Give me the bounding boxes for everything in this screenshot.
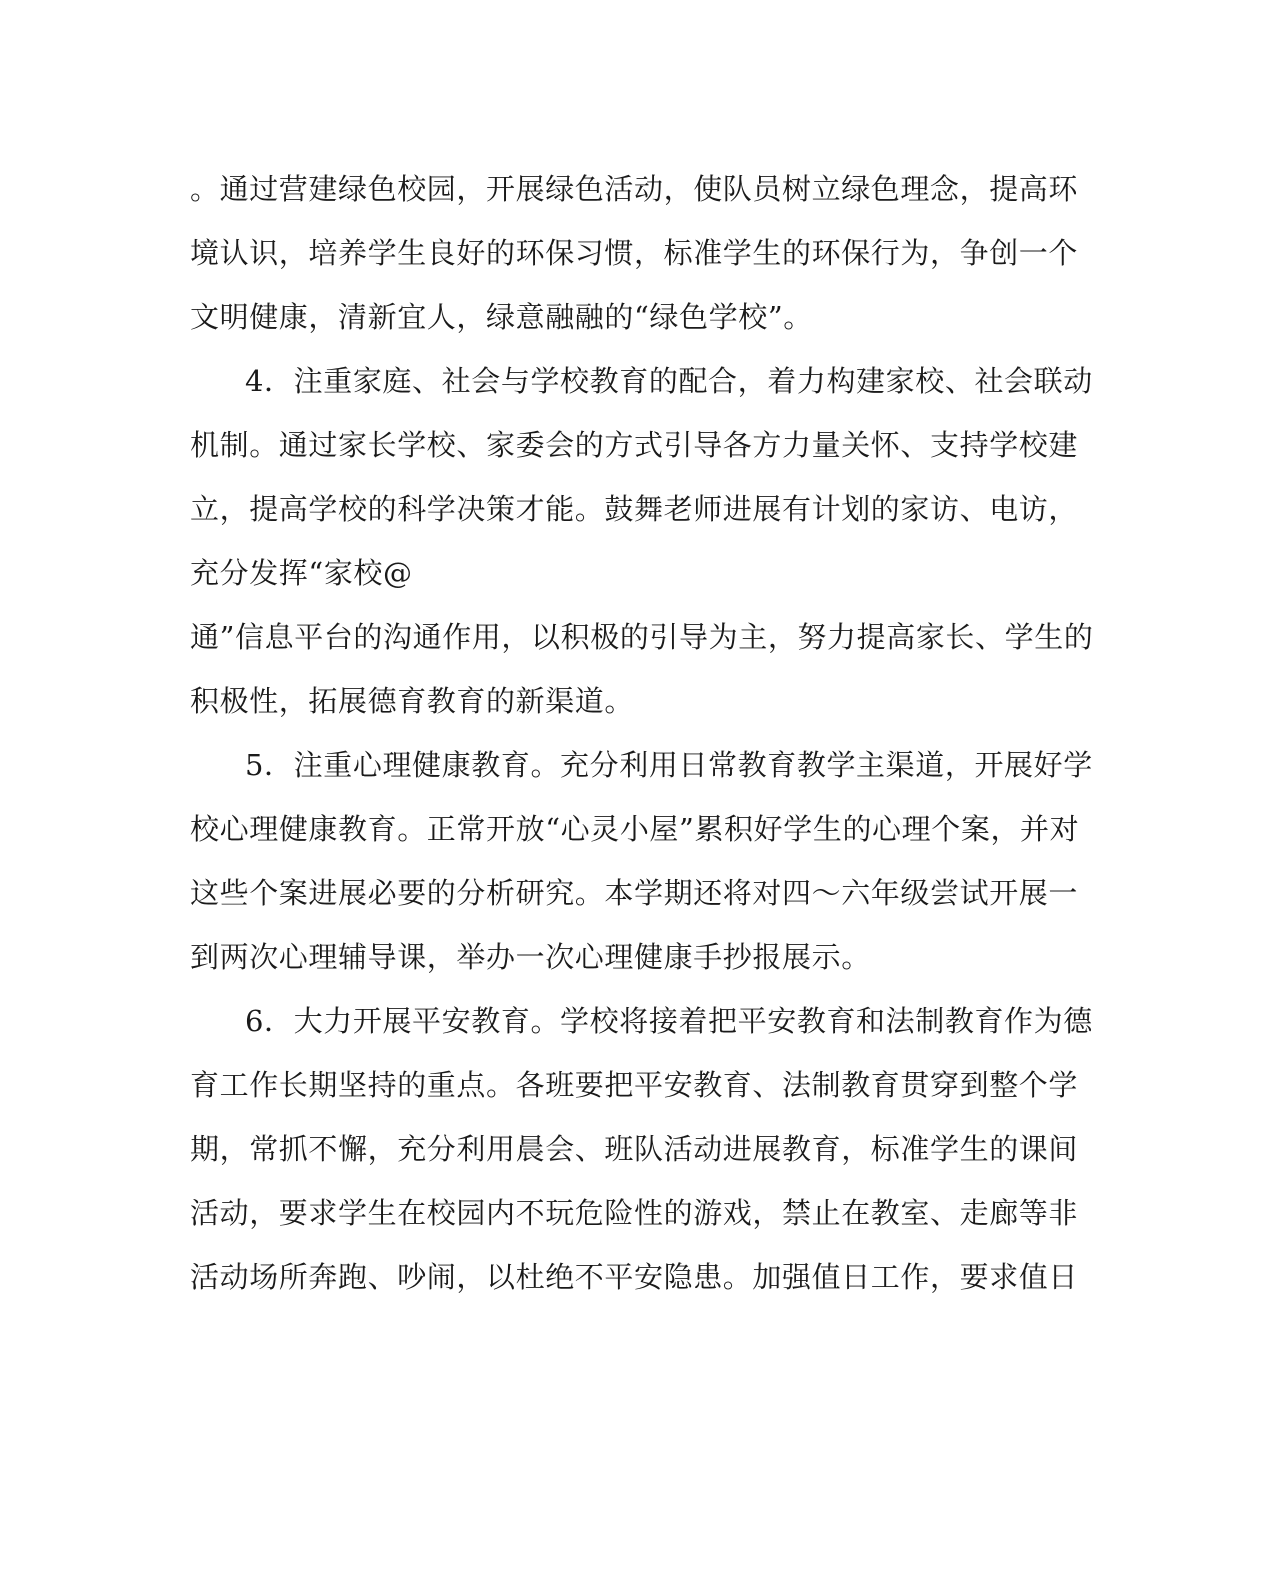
text-line: 积极性，拓展德育教育的新渠道。 — [190, 684, 635, 718]
text-line: 校心理健康教育。正常开放“心灵小屋”累积好学生的心理个案，并对 — [190, 812, 1080, 846]
text-line: 境认识，培养学生良好的环保习惯，标准学生的环保行为，争创一个 — [190, 236, 1079, 270]
text-line: 到两次心理辅导课，举办一次心理健康手抄报展示。 — [190, 940, 871, 974]
text-line: 立，提高学校的科学决策才能。鼓舞老师进展有计划的家访、电访， — [190, 492, 1079, 526]
paragraph-4-start: 4．注重家庭、社会与学校教育的配合，着力构建家校、社会联动 — [245, 364, 1093, 398]
text-line: 文明健康，清新宜人，绿意融融的“绿色学校”。 — [190, 300, 813, 334]
paragraph-6-start: 6．大力开展平安教育。学校将接着把平安教育和法制教育作为德 — [245, 1004, 1093, 1038]
text-line: 活动场所奔跑、吵闹，以杜绝不平安隐患。加强值日工作，要求值日 — [190, 1260, 1079, 1294]
text-line: 这些个案进展必要的分析研究。本学期还将对四～六年级尝试开展一 — [190, 876, 1079, 910]
text-line: 期，常抓不懈，充分利用晨会、班队活动进展教育，标准学生的课间 — [190, 1132, 1079, 1166]
text-line: 充分发挥“家校@ — [190, 556, 413, 590]
text-line: 机制。通过家长学校、家委会的方式引导各方力量关怀、支持学校建 — [190, 428, 1079, 462]
text-line: 。通过营建绿色校园，开展绿色活动，使队员树立绿色理念，提高环 — [190, 172, 1079, 206]
text-line: 活动，要求学生在校园内不玩危险性的游戏，禁止在教室、走廊等非 — [190, 1196, 1079, 1230]
paragraph-5-start: 5．注重心理健康教育。充分利用日常教育教学主渠道，开展好学 — [245, 748, 1093, 782]
text-line: 通”信息平台的沟通作用，以积极的引导为主，努力提高家长、学生的 — [190, 620, 1094, 654]
text-line: 育工作长期坚持的重点。各班要把平安教育、法制教育贯穿到整个学 — [190, 1068, 1079, 1102]
